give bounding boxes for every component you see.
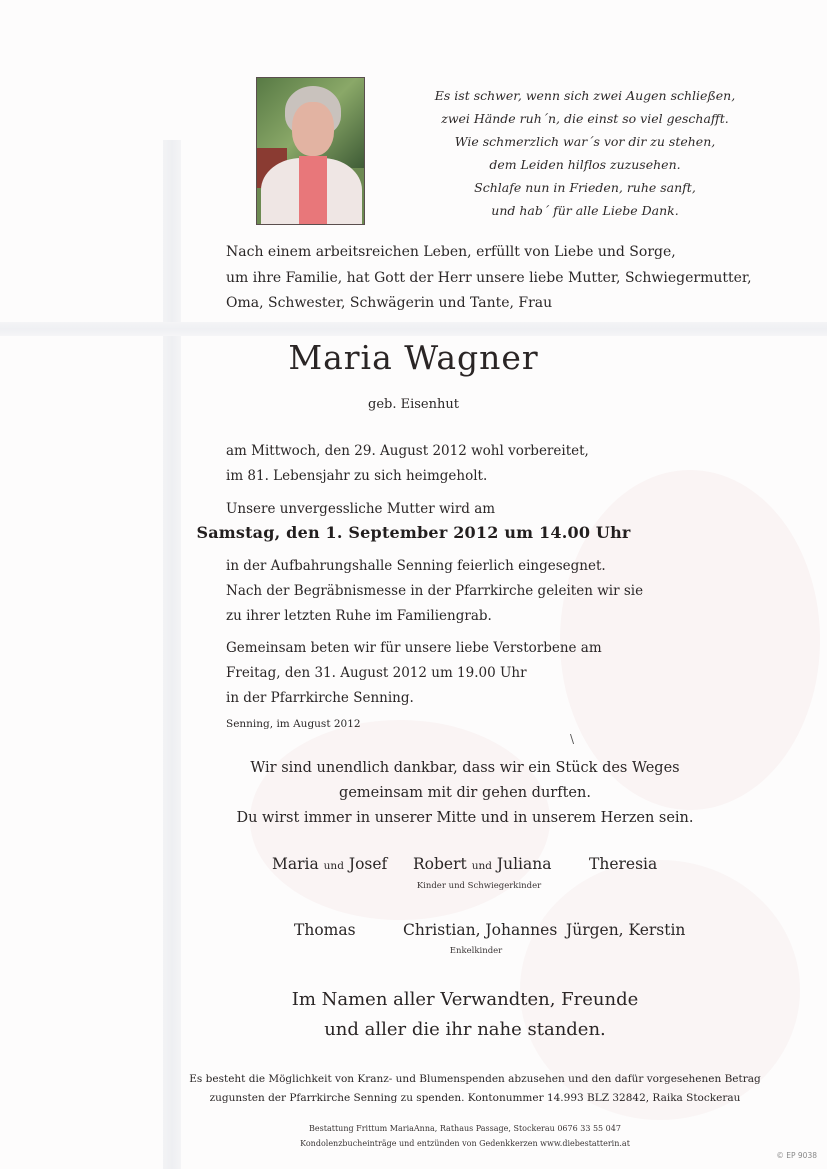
- ceremony-text: [226, 554, 643, 629]
- announce-text: Unsere unvergessliche Mutter wird am: [226, 501, 496, 517]
- intro-line: um ihre Familie, hat Gott der Herr unsere liebe Mutter, Schwiegermutter,: [226, 269, 752, 286]
- undertaker-line: Kondolenzbucheinträge und entzünden von Gedenkkerzen www.diebestatterin.at: [300, 1139, 630, 1148]
- thanks-line: gemeinsam mit dir gehen durften.: [339, 785, 591, 801]
- intro-text: [226, 240, 752, 317]
- poem-line: Schlafe nun in Frieden, ruhe sanft,: [474, 180, 696, 195]
- family-grandchild: Thomas: [294, 921, 356, 939]
- donation-line: zugunsten der Pfarrkirche Senning zu spenden. Kontonummer 14.993 BLZ 32842, Raika Stockerau: [209, 1092, 741, 1104]
- ceremony-line: zu ihrer letzten Ruhe im Familiengrab.: [226, 608, 492, 624]
- poem-line: dem Leiden hilflos zuzusehen.: [489, 157, 681, 172]
- poem-line: zwei Hände ruh´n, die einst so viel geschafft.: [441, 111, 729, 126]
- undertaker-info: [0, 1121, 827, 1151]
- family-grandchild: Christian, Johannes: [403, 921, 558, 939]
- passing-text: [226, 439, 589, 489]
- thanks-line: Wir sind unendlich dankbar, dass wir ein Stück des Weges: [250, 760, 680, 776]
- thanks-line: Du wirst immer in unserer Mitte und in unserem Herzen sein.: [236, 810, 694, 826]
- family-child: Robert und Juliana: [413, 855, 552, 873]
- passing-line: am Mittwoch, den 29. August 2012 wohl vorbereitet,: [226, 443, 589, 459]
- maiden-name: geb. Eisenhut: [368, 397, 459, 412]
- poem-line: Wie schmerzlich war´s vor dir zu stehen,: [454, 134, 716, 149]
- poem-line: Es ist schwer, wenn sich zwei Augen schließen,: [434, 88, 736, 103]
- ceremony-line: in der Aufbahrungshalle Senning feierlich eingesegnet.: [226, 558, 606, 574]
- prayer-line: Freitag, den 31. August 2012 um 19.00 Uhr: [226, 665, 527, 681]
- portrait-photo: [256, 77, 365, 225]
- prayer-line: Gemeinsam beten wir für unsere liebe Verstorbene am: [226, 640, 602, 656]
- funeral-date: Samstag, den 1. September 2012 um 14.00 Uhr: [196, 523, 631, 542]
- closing-line: und aller die ihr nahe standen.: [324, 1019, 606, 1040]
- donation-note: [0, 1070, 827, 1108]
- intro-line: Nach einem arbeitsreichen Leben, erfüllt von Liebe und Sorge,: [226, 244, 676, 260]
- form-code: © EP 9038: [776, 1151, 817, 1160]
- grandchildren-label: Enkelkinder: [449, 946, 503, 956]
- thanks-text: [0, 756, 827, 831]
- passing-line: im 81. Lebensjahr zu sich heimgeholt.: [226, 468, 488, 484]
- memorial-poem: [430, 84, 740, 222]
- family-grandchild: Jürgen, Kerstin: [566, 921, 686, 939]
- cross-horizontal-beam: [0, 322, 827, 336]
- prayer-line: in der Pfarrkirche Senning.: [226, 690, 414, 706]
- family-child: Theresia: [589, 855, 658, 873]
- prayer-text: [226, 636, 602, 711]
- ceremony-line: Nach der Begräbnismesse in der Pfarrkirche geleiten wir sie: [226, 583, 644, 599]
- donation-line: Es besteht die Möglichkeit von Kranz- und Blumenspenden abzusehen und den dafür vorgesehenen Betrag: [189, 1073, 761, 1085]
- closing-text: [0, 985, 827, 1045]
- undertaker-line: Bestattung Frittum MariaAnna, Rathaus Passage, Stockerau 0676 33 55 047: [309, 1124, 621, 1133]
- family-child: Maria und Josef: [272, 855, 388, 873]
- poem-line: und hab´ für alle Liebe Dank.: [491, 203, 679, 218]
- intro-line: Oma, Schwester, Schwägerin und Tante, Frau: [226, 295, 553, 311]
- closing-line: Im Namen aller Verwandten, Freunde: [291, 989, 639, 1010]
- tick-mark: \: [570, 732, 575, 746]
- children-label: Kinder und Schwiegerkinder: [416, 881, 542, 891]
- place-date: Senning, im August 2012: [226, 718, 361, 730]
- deceased-name: Maria Wagner: [288, 338, 539, 377]
